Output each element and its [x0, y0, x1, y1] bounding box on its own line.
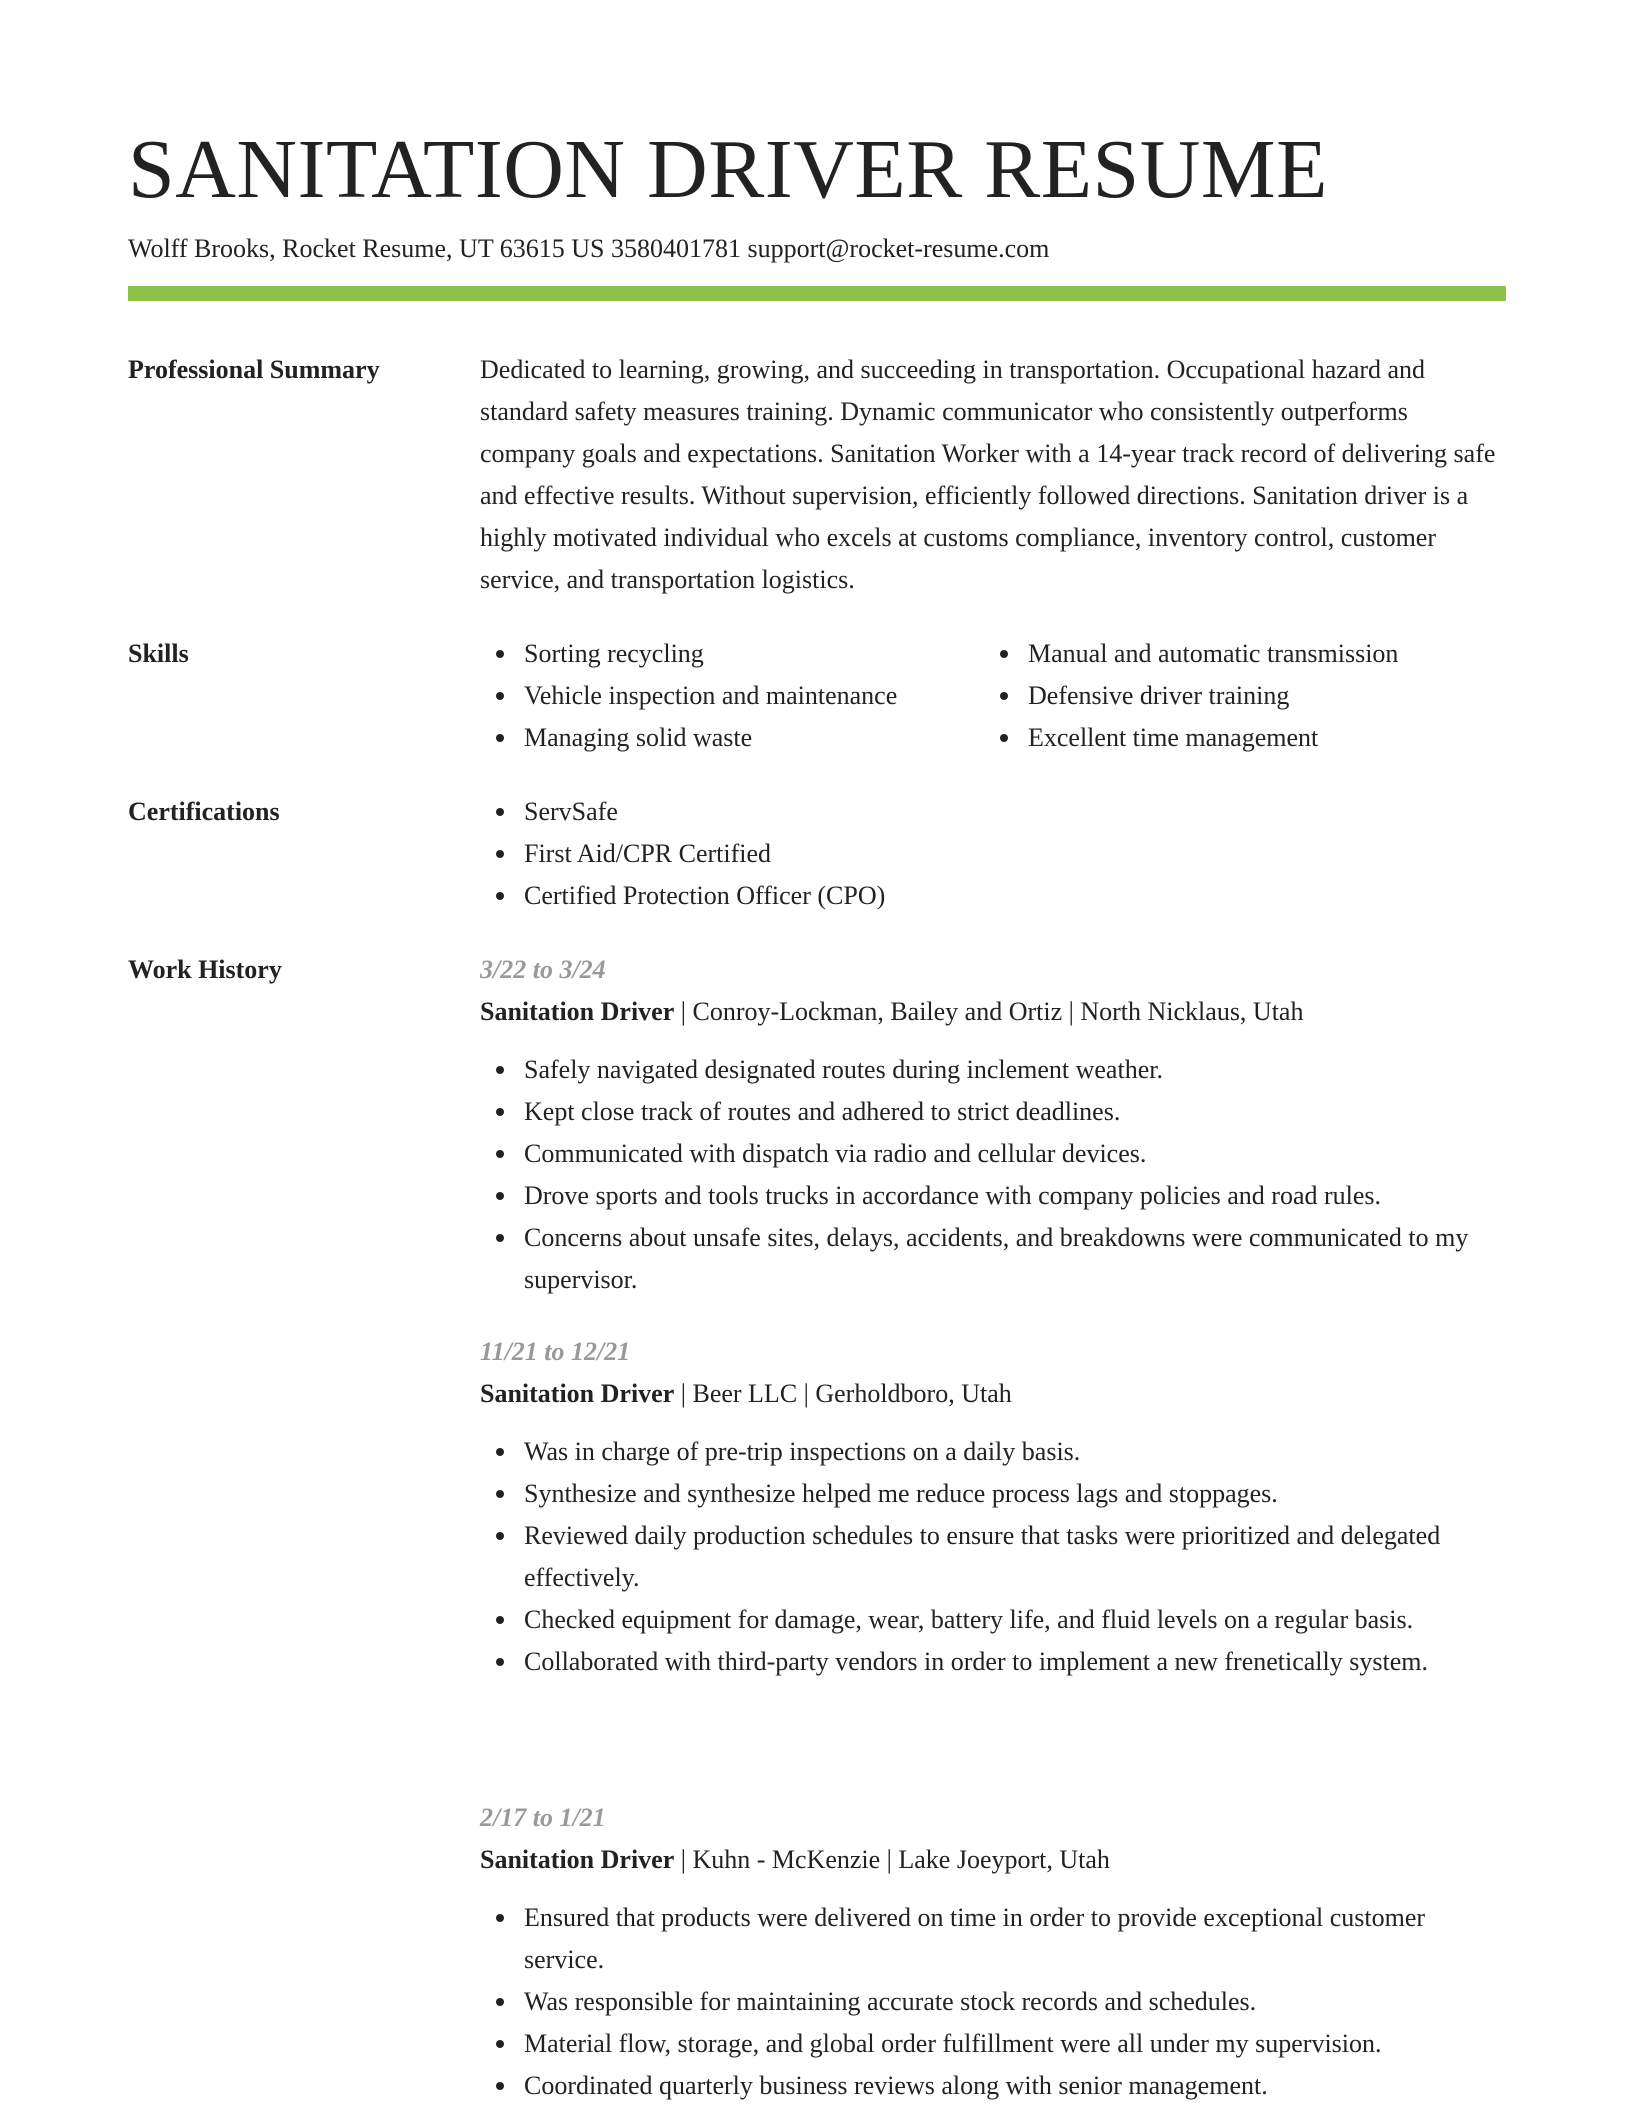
job-duties-list — [480, 1897, 1506, 2107]
job-date: 11/21 to 12/21 — [480, 1337, 631, 1366]
list-item: Material flow, storage, and global order fulfillment were all under my supervision. — [480, 2023, 1506, 2065]
list-item: Reviewed daily production schedules to ensure that tasks were prioritized and delegated effectively. — [480, 1515, 1506, 1599]
list-item: Safely navigated designated routes during inclement weather. — [480, 1049, 1506, 1091]
job-entry — [480, 949, 1506, 1301]
certifications-list — [480, 791, 1506, 917]
list-item: Drove sports and tools trucks in accordance with company policies and road rules. — [480, 1175, 1506, 1217]
list-item: Managing solid waste — [480, 717, 984, 759]
summary-text: Dedicated to learning, growing, and succeeding in transportation. Occupational hazard and standard safety measures training. Dynamic communicator who consistently outperforms company goals and expectations. Sanitation Worker with a 14-year track record of delivering safe and effective results. Without supervision, efficiently followed directions. Sanitation driver is a highly motivated individual who excels at customs compliance, inventory control, customer service, and transportation logistics. — [480, 355, 1496, 594]
certifications-heading: Certifications — [128, 797, 280, 826]
list-item: Checked equipment for damage, wear, battery life, and fluid levels on a regular basis. — [480, 1599, 1506, 1641]
list-item: Defensive driver training — [984, 675, 1488, 717]
job-details: | Conroy-Lockman, Bailey and Ortiz | North Nicklaus, Utah — [674, 997, 1304, 1026]
list-item: Ensured that products were delivered on time in order to provide exceptional customer service. — [480, 1897, 1506, 1981]
job-entry — [480, 1797, 1506, 2107]
job-duties-list — [480, 1431, 1506, 1683]
job-duties-list — [480, 1049, 1506, 1301]
job-date: 2/17 to 1/21 — [480, 1803, 606, 1832]
job-entry — [480, 1331, 1506, 1683]
summary-heading: Professional Summary — [128, 355, 380, 384]
resume-title: SANITATION DRIVER RESUME — [128, 123, 1328, 216]
job-role: Sanitation Driver — [480, 1845, 675, 1874]
job-role: Sanitation Driver — [480, 1379, 675, 1408]
skills-grid — [480, 633, 1506, 759]
job-role: Sanitation Driver — [480, 997, 675, 1026]
list-item: Vehicle inspection and maintenance — [480, 675, 984, 717]
list-item: ServSafe — [480, 791, 1506, 833]
list-item: Certified Protection Officer (CPO) — [480, 875, 1506, 917]
job-title-line — [480, 991, 1506, 1033]
skills-list-left — [480, 633, 984, 759]
list-item: Collaborated with third-party vendors in order to implement a new frenetically system. — [480, 1641, 1506, 1683]
job-details: | Kuhn - McKenzie | Lake Joeyport, Utah — [674, 1845, 1110, 1874]
skills-heading: Skills — [128, 639, 189, 668]
list-item: Synthesize and synthesize helped me reduce process lags and stoppages. — [480, 1473, 1506, 1515]
list-item: Coordinated quarterly business reviews along with senior management. — [480, 2065, 1506, 2107]
contact-line: Wolff Brooks, Rocket Resume, UT 63615 US 3580401781 support@rocket-resume.com — [128, 234, 1050, 263]
skills-list-right — [984, 633, 1488, 759]
list-item: Sorting recycling — [480, 633, 984, 675]
accent-divider — [128, 286, 1506, 301]
work-history-heading: Work History — [128, 955, 282, 984]
job-title-line — [480, 1839, 1506, 1881]
list-item: Was responsible for maintaining accurate stock records and schedules. — [480, 1981, 1506, 2023]
list-item: Communicated with dispatch via radio and cellular devices. — [480, 1133, 1506, 1175]
job-title-line — [480, 1373, 1506, 1415]
job-date: 3/22 to 3/24 — [480, 955, 606, 984]
list-item: Manual and automatic transmission — [984, 633, 1488, 675]
list-item: Concerns about unsafe sites, delays, accidents, and breakdowns were communicated to my supervisor. — [480, 1217, 1506, 1301]
list-item: Kept close track of routes and adhered to strict deadlines. — [480, 1091, 1506, 1133]
list-item: Was in charge of pre-trip inspections on a daily basis. — [480, 1431, 1506, 1473]
job-details: | Beer LLC | Gerholdboro, Utah — [674, 1379, 1012, 1408]
list-item: Excellent time management — [984, 717, 1488, 759]
list-item: First Aid/CPR Certified — [480, 833, 1506, 875]
